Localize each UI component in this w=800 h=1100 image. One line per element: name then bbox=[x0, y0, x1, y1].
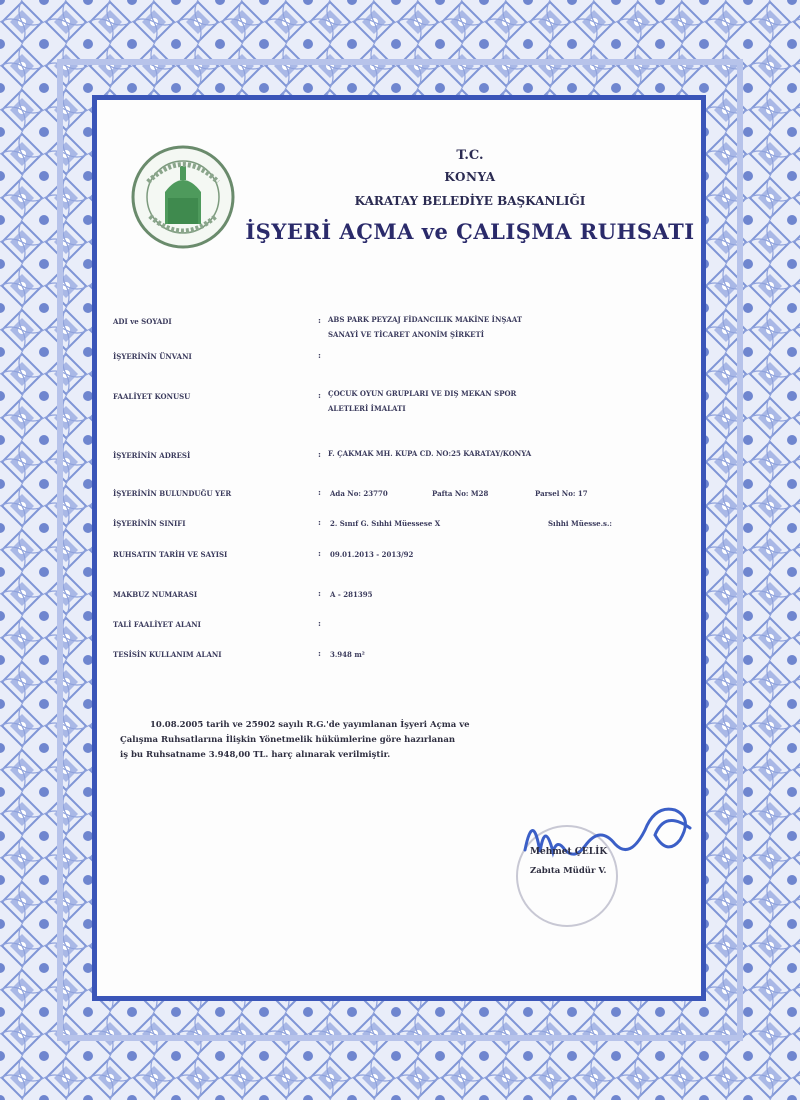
field-label-activity: FAALİYET KONUSU bbox=[113, 392, 191, 401]
municipality-seal-icon bbox=[128, 142, 238, 252]
paragraph-line1-text: 10.08.2005 tarih ve 25902 sayılı R.G.'de yayımlanan İşyeri Açma ve bbox=[150, 720, 470, 730]
header-tc: T.C. bbox=[456, 148, 484, 163]
field-label-receipt: MAKBUZ NUMARASI bbox=[113, 590, 198, 599]
header-municipality: KARATAY BELEDİYE BAŞKANLIĞI bbox=[354, 194, 586, 208]
paragraph-line1 bbox=[120, 718, 695, 733]
field-value-class: 2. Sınıf G. Sıhhi Müessese X bbox=[330, 519, 441, 528]
field-colon: : bbox=[318, 390, 321, 400]
field-label-date-number: RUHSATIN TARİH VE SAYISI bbox=[113, 550, 228, 559]
field-value-name bbox=[328, 312, 703, 342]
field-colon: : bbox=[318, 517, 321, 527]
field-colon: : bbox=[318, 588, 321, 598]
field-value-ada: Ada No: 23770 bbox=[330, 489, 388, 498]
field-colon: : bbox=[318, 648, 321, 658]
field-colon: : bbox=[318, 548, 321, 558]
field-colon: : bbox=[318, 487, 321, 497]
field-label-name: ADI ve SOYADI bbox=[113, 317, 172, 326]
paragraph-line3: iş bu Ruhsatname 3.948,00 TL. harç alınarak verilmiştir. bbox=[120, 750, 391, 760]
field-value-class-extra: Sıhhi Müesse.s.: bbox=[548, 519, 613, 528]
field-value-activity bbox=[328, 386, 703, 416]
paragraph-line2: Çalışma Ruhsatlarına İlişkin Yönetmelik hükümlerine göre hazırlanan bbox=[120, 735, 456, 745]
field-value-name-line2: SANAYİ VE TİCARET ANONİM ŞİRKETİ bbox=[328, 330, 484, 339]
field-colon: : bbox=[318, 449, 321, 459]
field-value-address: F. ÇAKMAK MH. KUPA CD. NO:25 KARATAY/KONYA bbox=[328, 449, 532, 458]
field-label-class: İŞYERİNİN SINIFI bbox=[113, 519, 186, 528]
field-label-title: İŞYERİNİN ÜNVANI bbox=[113, 352, 192, 361]
field-colon: : bbox=[318, 350, 321, 360]
field-label-usage-area: TESİSİN KULLANIM ALANI bbox=[113, 650, 222, 659]
field-colon: : bbox=[318, 618, 321, 628]
field-label-address: İŞYERİNİN ADRESİ bbox=[113, 451, 191, 460]
field-value-activity-line1: ÇOCUK OYUN GRUPLARI VE DIŞ MEKAN SPOR bbox=[328, 389, 517, 398]
header-city: KONYA bbox=[444, 170, 496, 184]
field-value-name-line1: ABS PARK PEYZAJ FİDANCILIK MAKİNE İNŞAAT bbox=[328, 315, 523, 324]
field-value-activity-line2: ALETLERİ İMALATI bbox=[328, 404, 406, 413]
field-label-location: İŞYERİNİN BULUNDUĞU YER bbox=[113, 489, 232, 498]
signatory-title: Zabıta Müdür V. bbox=[530, 866, 607, 876]
field-value-receipt: A - 281395 bbox=[330, 590, 373, 599]
field-value-date-number: 09.01.2013 - 2013/92 bbox=[330, 550, 414, 559]
field-value-pafta: Pafta No: M28 bbox=[432, 489, 489, 498]
field-value-usage-area: 3.948 m² bbox=[330, 650, 365, 659]
document-title: İŞYERİ AÇMA ve ÇALIŞMA RUHSATI bbox=[245, 219, 695, 244]
signatory-name: Mehmet ÇELİK bbox=[530, 847, 608, 857]
field-label-secondary-activity: TALİ FAALİYET ALANI bbox=[113, 620, 201, 629]
field-value-parsel: Parsel No: 17 bbox=[535, 489, 588, 498]
field-colon: : bbox=[318, 315, 321, 325]
license-paragraph bbox=[120, 718, 695, 763]
